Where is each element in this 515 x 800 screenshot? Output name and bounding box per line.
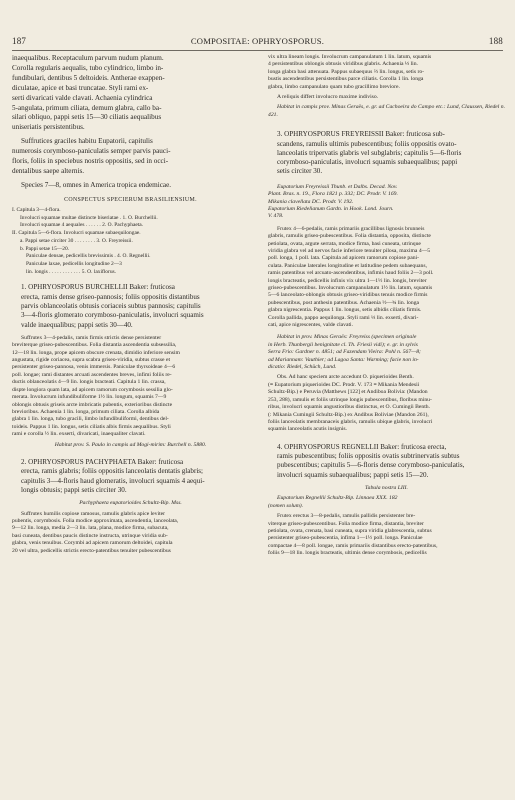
habitat-pachyphaeta: Habitat in campis prov. Minas Geraës, e. gr. ad Cachoeira do Campo etc.: Lund, Claussen, Riedel n. 421. [268,104,505,118]
species-description-burchellii [12,335,249,439]
conspectus-text: a. Pappi setae circiter 30 . . . . . . . . 3. O. Freyreissii. [20,237,133,244]
text-line: viridia glabra vel ad nervos facie inferiore tenuiter pilosa, maxima 4—5 [268,247,431,254]
genus-habit [12,137,249,177]
text-line: Corolla pallida, pappo aequilonga. Styli rami ⅓ lin. exserti, divari- [268,314,419,321]
species-heading-pachyphaeta [12,458,249,495]
text-line: ramis patentibus vel arcuato-ascendentibus, infimis haud foliis 2—3 poll. [268,270,434,277]
text-line: silari obliquo, pappi setis 15—30 ciliatis aequalibus [12,113,162,122]
text-line: 2. OPHRYOSPORUS PACHYPHAETA Baker: fruticosa [21,457,184,466]
conspectus-text: Paniculae densae, pedicellis brevissimis . 4. O. Regnellii. [26,253,151,260]
text-line: glabris, ramulis griseo-pubescentibus. Folia distantia, opposita, distincte [268,233,431,240]
text-line: scandens, ramulis ultimis pubescentibus; foliis oppositis ovato- [277,139,457,148]
text-line: toideis. Pappus 1 lin. longus, setis ciliatis albis firmis aequalibus. Styli [12,423,171,430]
text-line: Corolla regularis aequalis, tubo cylindrico, limbo in- [12,63,164,72]
text-line: erecta, ramis glabris; foliis oppositis lanceolatis dentatis glabris; [21,467,204,476]
left-column [12,54,249,555]
species-heading-regnellii [268,443,505,480]
conspectus-row [12,230,249,238]
running-header [12,36,503,50]
habitat-freyreissii [268,334,505,371]
text-line: longis obtusis; pappi setis circiter 30. [21,485,127,494]
text-line: basi cuneata, dentibus paucis distincte instructa, utrinque viridia sub- [12,532,168,539]
conspectus-row [12,215,249,223]
text-line: ramis pubescentibus; foliis oppositis ovatis subtrinervatis subtus [277,452,460,461]
text-line: 253, 288), ramulis et foliis utrinque longis pubescentibus, floribus minu- [268,396,432,403]
text-line: petiolata, ovata, crenata, basi cuneata, supra viridia glabrescentia, subtus [268,527,432,534]
text-line: glabra, venis tenuibus. Corymbi ad apicem ramorum deltoidei, capitula [12,540,173,547]
text-line: dentalibus saepe alternis. [12,166,85,175]
text-line: compactae 4—8 poll. longae, ramis primariis distantibus erecto-patentibus, [268,542,438,549]
conspectus-title: CONSPECTUS SPECIERUM BRASILIENSIUM. [64,196,197,203]
text-line: rami e corolla ½ lin. exserti, divaricati, inaequaliter clavati. [12,431,146,438]
text-line: 9—12 lin. longa, media 2—3 lin. lata, plana, modice firma, subacuta, [12,525,169,532]
species-heading-burchellii [12,283,249,329]
species-heading-freyreissii [268,130,505,176]
header-rule [12,50,503,51]
conspectus-text: lin. longis . . . . . . . . . . . . 5. O. laxiflorus. [26,268,117,275]
text-line: 4. OPHRYOSPORUS REGNELLII Baker: fruticosa erecta, [277,442,447,451]
text-line: fundibulari, dentibus 5 deltoideis. Antherae exappen- [12,73,165,82]
species-description-pachyphaeta [12,511,249,555]
text-line: serti divaricati valde clavati. Achaenia cylindrica [12,93,153,102]
text-line: persistenter griseo-pubescentia, infima 1—1½ poll. longa. Paniculae [268,535,423,542]
conspectus-text: Involucri squamae 4 aequales . . . . . . 2. O. Pachyphaeta. [20,222,144,229]
text-line: ribus, involucri squamis angustioribus distinctus, et O. Cumingii Benth. [268,404,431,411]
text-line: longa glabra basi attenuata. Pappus subaequus ⅔ lin. longus, setis ro- [268,68,425,75]
synonym-regnellii [268,495,505,510]
text-line: merata. Involucrum infundibuliforme 1½ lin. longum, squamis 7—9 [12,394,167,401]
text-line: Eupatorium Freyreissii Thunb. et Dalbs. Decad. Nov. [277,183,398,190]
text-line: 3—4-floris glomerato corymboso-paniculatis, involucri squamis [21,311,204,320]
text-line: oblongis obtusis griseis arcte imbricatis pubentis, exterioribus distincte [12,401,173,408]
text-line: ductis oblanceolatis 4—9 lin. longis bracteati. Capitula 1 lin. crassa, [12,379,166,386]
text-line: parvis oblanceolatis obtusis coriaceis subtus pannosis; capitulis [21,301,201,310]
text-line: 12—18 lin. longa, prope apicem obscure crenata, dimidio inferiore sensim [12,349,180,356]
text-line: Suffrutex humilis copiose ramosus, ramulis glabris apice leviter [21,510,166,517]
conspectus-row [12,222,249,230]
synonyms-freyreissii [268,184,505,221]
conspectus-row [12,238,249,246]
text-line: involucri squamis subaequalibus; pappi setis 15—20. [277,470,429,479]
pachyphaeta-continued [268,54,505,91]
text-line: pubescentibus, post anthesin patentibus. Achaenia ½—¾ lin. longa [268,299,420,306]
text-line: culata. Paniculae laterales longitudine et latitudine pedem subaequans, [268,262,427,269]
text-line: Frutex 4—6-pedalis, ramis primariis gracillibus lignosis brunneis [277,225,425,232]
species-description-regnellii [268,513,505,557]
left-page-number: 187 [12,36,27,46]
text-line: diculatae, apice et basi truncatae. Styli rami ex- [12,83,149,92]
text-line: in Herb. Thunbergii benignitate cl. Th. Friesii vidi); e. gr. in sylvis [268,341,418,348]
text-line: (≡ Eupatorium piquerioides DC. Prodr. V. 173 ≡ Mikania Mendesii [268,381,420,388]
text-line: glabra 1 lin. longa, tubo gracili, limbo infundibuliformi, dentibus del- [12,416,169,423]
text-line: Eupatorium Riedelianum Gardn. in Hook. Lond. Journ. [268,205,394,212]
text-line: poll. longae; rami distantes arcuati ascendentes breves, infimi foliis re- [12,371,172,378]
conspectus-text: II. Capitula 5—6-flora. Involucri squamae subaequilongae. [12,230,141,237]
conspectus-row [12,246,249,254]
text-line: Eupatorium Regnellii Schultz-Bip. Linnaea XXX. 182 [277,495,398,502]
right-page-number: 188 [488,36,503,46]
conspectus-text: b. Pappi setae 15—20. [20,245,70,252]
text-line: 4 persistentibus oblongis obtusis viridibus glabris. Achaenia ⅓ lin. [268,61,418,68]
text-line: dispte longiora quam lata, ad apicem ramorum corymbosis sessilia glo- [12,386,173,393]
text-line: squamis lanceolatis acutis insignis. [268,426,347,433]
text-line: vix ultra lineam longis. Involucrum campanulatum 1 lin. latum, squamis [268,54,432,60]
text-line: (: Mikania Cumingii Schultz-Bip.) ex Andibus Boliviae (Mandon 261), [268,411,429,418]
text-line: erecta, ramis dense griseo-pannosis; foliis oppositis distantibus [21,292,200,301]
genus-description [12,54,249,133]
text-line: Plant. Bras. n. 19., Flora 1821 p. 332; DC. Prodr. V. 169. [268,191,398,198]
conspectus-text: Paniculae laxae, pedicellis longitudine 2—3 [26,260,122,267]
text-line: 1. OPHRYOSPORUS BURCHELLII Baker: fruticosa [21,283,175,292]
text-line: Serra Frio: Gardner n. 4851; ad Fazendam Vieira: Pohl n. 567—8; [268,349,421,356]
text-line: corymboso-paniculatis, involucri squamis subaequalibus; pappi [277,158,458,167]
pachyphaeta-note: A reliquis differt involucro maxime indiviso. [277,94,379,101]
text-line: foliis lanceolatis membranaceis glabris, ramulis ubique glabris, involucri [268,418,433,425]
synonym-pachyphaeta: Pachyphaeta eupatorioides Schultz-Bip. Mss. [79,500,182,507]
text-line: Habitat in prov. Minas Geraës: Freyreiss (specimen originale [277,334,417,341]
text-line: Schultz-Bip.) e Peruvia (Matthews [122] et Andiboa Bolivia: (Mandon [268,389,428,396]
species-description-freyreissii [268,226,505,330]
text-line: Obs. Ad hanc speciem arcte accedunt O. piquerioides Benth. [277,374,414,381]
running-title: COMPOSITAE: OPHRYOSPORUS. [190,36,325,46]
text-line: setis circiter 30. [277,167,323,176]
text-line: breviterque griseo-pubescentibus. Folia distantia ascendentia subsessilia, [12,342,177,349]
text-line: foliis 9—18 lin. longis bracteatis, ultimis dense corymbosis, pedicellis [268,550,427,557]
text-line: lanceolatis tripervatis glabris vel subglabris; capitulis 5—6-floris [277,148,462,157]
habitat-burchellii: Habitat prov. S. Paulo in campis ad Mogi-mirim: Burchell n. 5880. [54,441,207,448]
text-line: 5—6 lanceolato-oblongis obtusis griseo-viridibus tenuis modice firmis [268,292,428,299]
text-line: 5-angulata, primum ciliata, demum glabra, callo ba- [12,103,162,112]
text-line: pubentis, corymbosis. Folia modice approximata, ascendentia, lanceolata, [12,517,179,524]
text-line: Frutex erectus 3—8-pedalis, ramulis pallidis persistenter bre- [277,513,416,520]
text-line: glabra, limbo campanulato quam tubo gracillimo breviore. [268,83,400,90]
conspectus-row [12,253,249,261]
text-line: viterque griseo-pubescentibus. Folia modice firma, distantia, breviter [268,520,424,527]
right-column [268,54,505,558]
text-line: cati, apice nigrescentes, valde clavati. [268,322,354,329]
text-line: Suffrutices graciles habitu Eupatorii, capitulis [21,137,153,146]
text-line: griseo-pubescentibus. Involucrum campanulatum 1½ lin. latum, squamis [268,285,433,292]
text-line: bustis ascendentibus persistentibus parce ciliatis. Corolla 1 lin. longa [268,76,424,83]
species-count: Species 7—8, omnes in America tropica endemicae. [21,180,172,189]
conspectus-row [12,269,249,277]
observation-freyreissii [268,374,505,433]
conspectus-row [12,207,249,215]
text-line: V. 478. [268,213,284,220]
text-line: (nomen solum). [268,502,304,509]
text-line: dicatio: Riedel, Schüch, Lund. [268,364,337,371]
text-line: longis bracteatis, pedicellis infinis vix ultra 1—1½ lin. longis, breviter [268,277,427,284]
conspectus-row [12,261,249,269]
text-line: uniseriatis persistentibus. [12,123,85,132]
conspectus-text: Involucri squamae multae distincte biseriatae . 1. O. Burchellii. [20,214,158,221]
text-line: Mikania clavellata DC. Prodr. V. 192. [268,198,354,205]
text-line: pubescentibus; capitulis 5—6-floris dense corymboso-paniculatis, [277,461,465,470]
text-line: 3. OPHRYOSPORUS FREYREISSII Baker: fruticosa sub- [277,130,445,139]
text-line: floris, foliis in speciebus nostris oppositis, sed in occi- [12,157,169,166]
text-line: glabra nigrescentia. Pappus 1 lin. longus, setis albidis ciliatis firmis. [268,307,422,314]
species-conspectus [12,207,249,276]
text-line: poll. longa, 1 poll. lata. Capitula ad apicem ramorum copiose pani- [268,255,420,262]
plate-reference: Tabula nostra LIII. [365,484,408,491]
conspectus-text: I. Capitula 3—4-flora. [12,207,61,214]
text-line: petiolata, ovata, argute serrata, modice firma, basi cuneata, utrinque [268,240,421,247]
text-line: Suffrutex 3—4-pedalis, ramis firmis strictis dense persistenter [21,334,162,341]
text-line: numerosis corymboso-paniculatis semper parvis pauci- [12,147,171,156]
text-line: inaequalibus. Receptaculum parvum nudum planum. [12,54,164,62]
text-line: angustata, rigide coriacea, supra scabra griseo-viridia, subtus crasse et [12,357,171,364]
text-line: valde inaequalibus; pappi setis 30—40. [21,320,133,329]
text-line: ad Mariannam: Vauthier; ad Lagoa Santa: Warming; facie non in- [268,356,419,363]
text-line: 20 vel ultra, pedicellis strictis erecto-patentibus tenuiter pubescentibus [12,547,171,554]
text-line: persistenter griseo-pannosa, venis immersis. Paniculae thyrsoideae 4—6 [12,364,176,371]
text-line: brevioribus. Achaenia 1 lin. longa, primum ciliata. Corolla albida [12,408,160,415]
text-line: capitulis 3—4-floris haud glomeratis, involucri squamis 4 aequi- [21,476,205,485]
